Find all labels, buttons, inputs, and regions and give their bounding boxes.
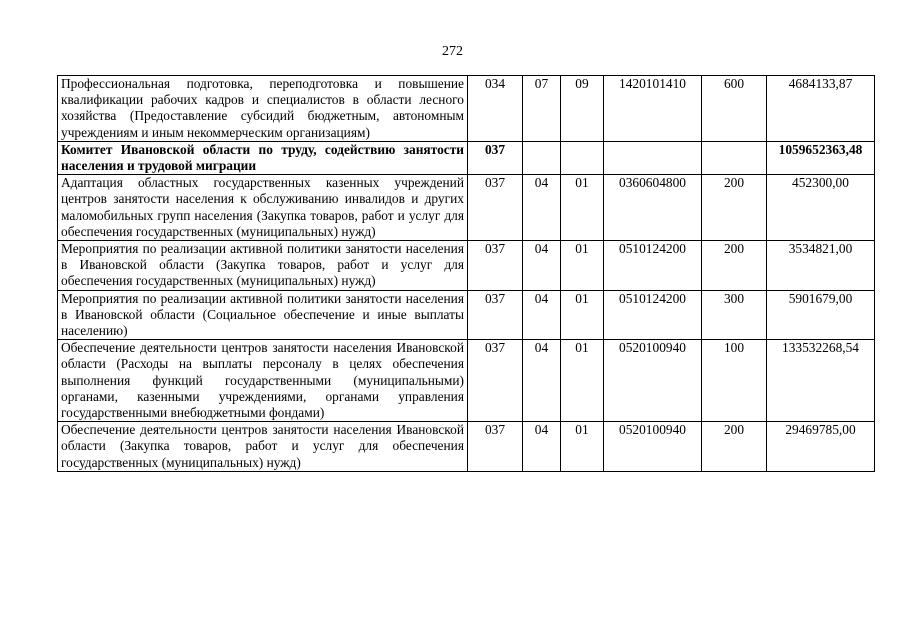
cell-rz: 04	[523, 175, 561, 241]
table-row	[58, 141, 875, 174]
cell-sum: 452300,00	[767, 175, 875, 241]
cell-csr: 0360604800	[604, 175, 702, 241]
table-row	[58, 175, 875, 241]
cell-rz	[523, 141, 561, 174]
cell-sum: 3534821,00	[767, 241, 875, 291]
cell-rz: 04	[523, 340, 561, 422]
cell-csr: 0520100940	[604, 422, 702, 472]
cell-vr: 600	[702, 76, 767, 142]
cell-sum: 1059652363,48	[767, 141, 875, 174]
cell-pr: 01	[561, 340, 604, 422]
cell-ved: 037	[468, 422, 523, 472]
cell-vr	[702, 141, 767, 174]
cell-ved: 037	[468, 340, 523, 422]
table-row	[58, 241, 875, 291]
table-row	[58, 340, 875, 422]
budget-table-body	[58, 76, 875, 472]
cell-name: Обеспечение деятельности центров занятости населения Ивановской области (Расходы на выплаты персоналу в целях обеспечения выполнения функций государственными (муниципальными) органами, казенными учреждениями, органами управления государственными внебюджетными фондами)	[58, 340, 468, 422]
cell-name: Обеспечение деятельности центров занятости населения Ивановской области (Закупка товаров, работ и услуг для обеспечения государственных (муниципальных) нужд)	[58, 422, 468, 472]
cell-pr: 01	[561, 241, 604, 291]
cell-pr: 09	[561, 76, 604, 142]
cell-sum: 5901679,00	[767, 290, 875, 340]
cell-csr	[604, 141, 702, 174]
table-row	[58, 76, 875, 142]
cell-csr: 0510124200	[604, 241, 702, 291]
cell-sum: 29469785,00	[767, 422, 875, 472]
cell-sum: 4684133,87	[767, 76, 875, 142]
cell-name: Комитет Ивановской области по труду, содействию занятости населения и трудовой миграции	[58, 141, 468, 174]
page-number: 272	[442, 44, 463, 59]
cell-rz: 04	[523, 290, 561, 340]
cell-sum: 133532268,54	[767, 340, 875, 422]
cell-name: Профессиональная подготовка, переподготовка и повышение квалификации рабочих кадров и специалистов в области лесного хозяйства (Предоставление субсидий бюджетным, автономным учреждениям и иным некоммерческим организациям)	[58, 76, 468, 142]
cell-pr: 01	[561, 175, 604, 241]
cell-vr: 200	[702, 241, 767, 291]
cell-rz: 07	[523, 76, 561, 142]
cell-ved: 037	[468, 241, 523, 291]
cell-ved: 034	[468, 76, 523, 142]
cell-name: Мероприятия по реализации активной политики занятости населения в Ивановской области (Закупка товаров, работ и услуг для обеспечения государственных (муниципальных) нужд)	[58, 241, 468, 291]
table-row	[58, 422, 875, 472]
cell-pr: 01	[561, 290, 604, 340]
cell-name: Мероприятия по реализации активной политики занятости населения в Ивановской области (Социальное обеспечение и иные выплаты населению)	[58, 290, 468, 340]
cell-csr: 1420101410	[604, 76, 702, 142]
cell-name: Адаптация областных государственных казенных учреждений центров занятости населения к обслуживанию инвалидов и других маломобильных групп населения (Закупка товаров, работ и услуг для обеспечения государственных (муниципальных) нужд)	[58, 175, 468, 241]
cell-csr: 0510124200	[604, 290, 702, 340]
cell-ved: 037	[468, 290, 523, 340]
cell-vr: 100	[702, 340, 767, 422]
cell-ved: 037	[468, 175, 523, 241]
cell-ved: 037	[468, 141, 523, 174]
table-row	[58, 290, 875, 340]
cell-rz: 04	[523, 422, 561, 472]
cell-vr: 300	[702, 290, 767, 340]
budget-table	[57, 75, 875, 472]
cell-vr: 200	[702, 422, 767, 472]
cell-pr: 01	[561, 422, 604, 472]
cell-vr: 200	[702, 175, 767, 241]
cell-pr	[561, 141, 604, 174]
cell-rz: 04	[523, 241, 561, 291]
cell-csr: 0520100940	[604, 340, 702, 422]
